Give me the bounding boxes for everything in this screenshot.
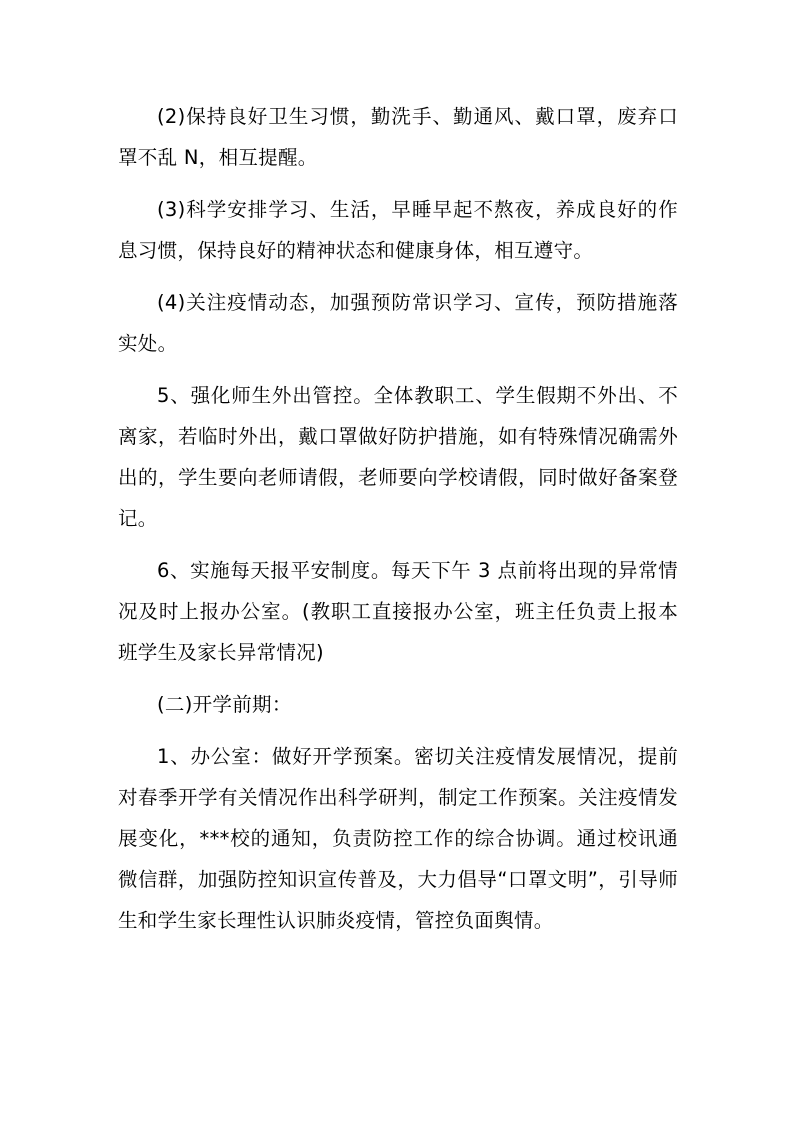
paragraph-daily-safety-report: 6、实施每天报平安制度。每天下午 3 点前将出现的异常情况及时上报办公室。(教职工直接报办公室，班主任负责上报本班学生及家长异常情况): [118, 559, 678, 664]
paragraph-hygiene-habits: (2)保持良好卫生习惯，勤洗手、勤通风、戴口罩，废弃口罩不乱 N，相互提醒。: [118, 105, 678, 169]
document-body: [118, 96, 678, 952]
section-heading-pre-semester: (二)开学前期：: [157, 693, 292, 716]
paragraph-study-schedule: (3)科学安排学习、生活，早睡早起不熬夜，养成良好的作息习惯，保持良好的精神状态和健康身体，相互遵守。: [118, 198, 678, 262]
paragraph-epidemic-awareness: (4)关注疫情动态，加强预防常识学习、宣传，预防措施落实处。: [118, 291, 678, 355]
paragraph-office-duties: 1、办公室：做好开学预案。密切关注疫情发展情况，提前对春季开学有关情况作出科学研判，制定工作预案。关注疫情发展变化，***校的通知，负责防控工作的综合协调。通过校讯通微信群，加强防控知识宣传普及，大力倡导“口罩文明”，引导师生和学生家长理性认识肺炎疫情，管控负面舆情。: [118, 745, 678, 932]
paragraph-outing-control: 5、强化师生外出管控。全体教职工、学生假期不外出、不离家，若临时外出，戴口罩做好防护措施，如有特殊情况确需外出的，学生要向老师请假，老师要向学校请假，同时做好备案登记。: [118, 384, 678, 530]
